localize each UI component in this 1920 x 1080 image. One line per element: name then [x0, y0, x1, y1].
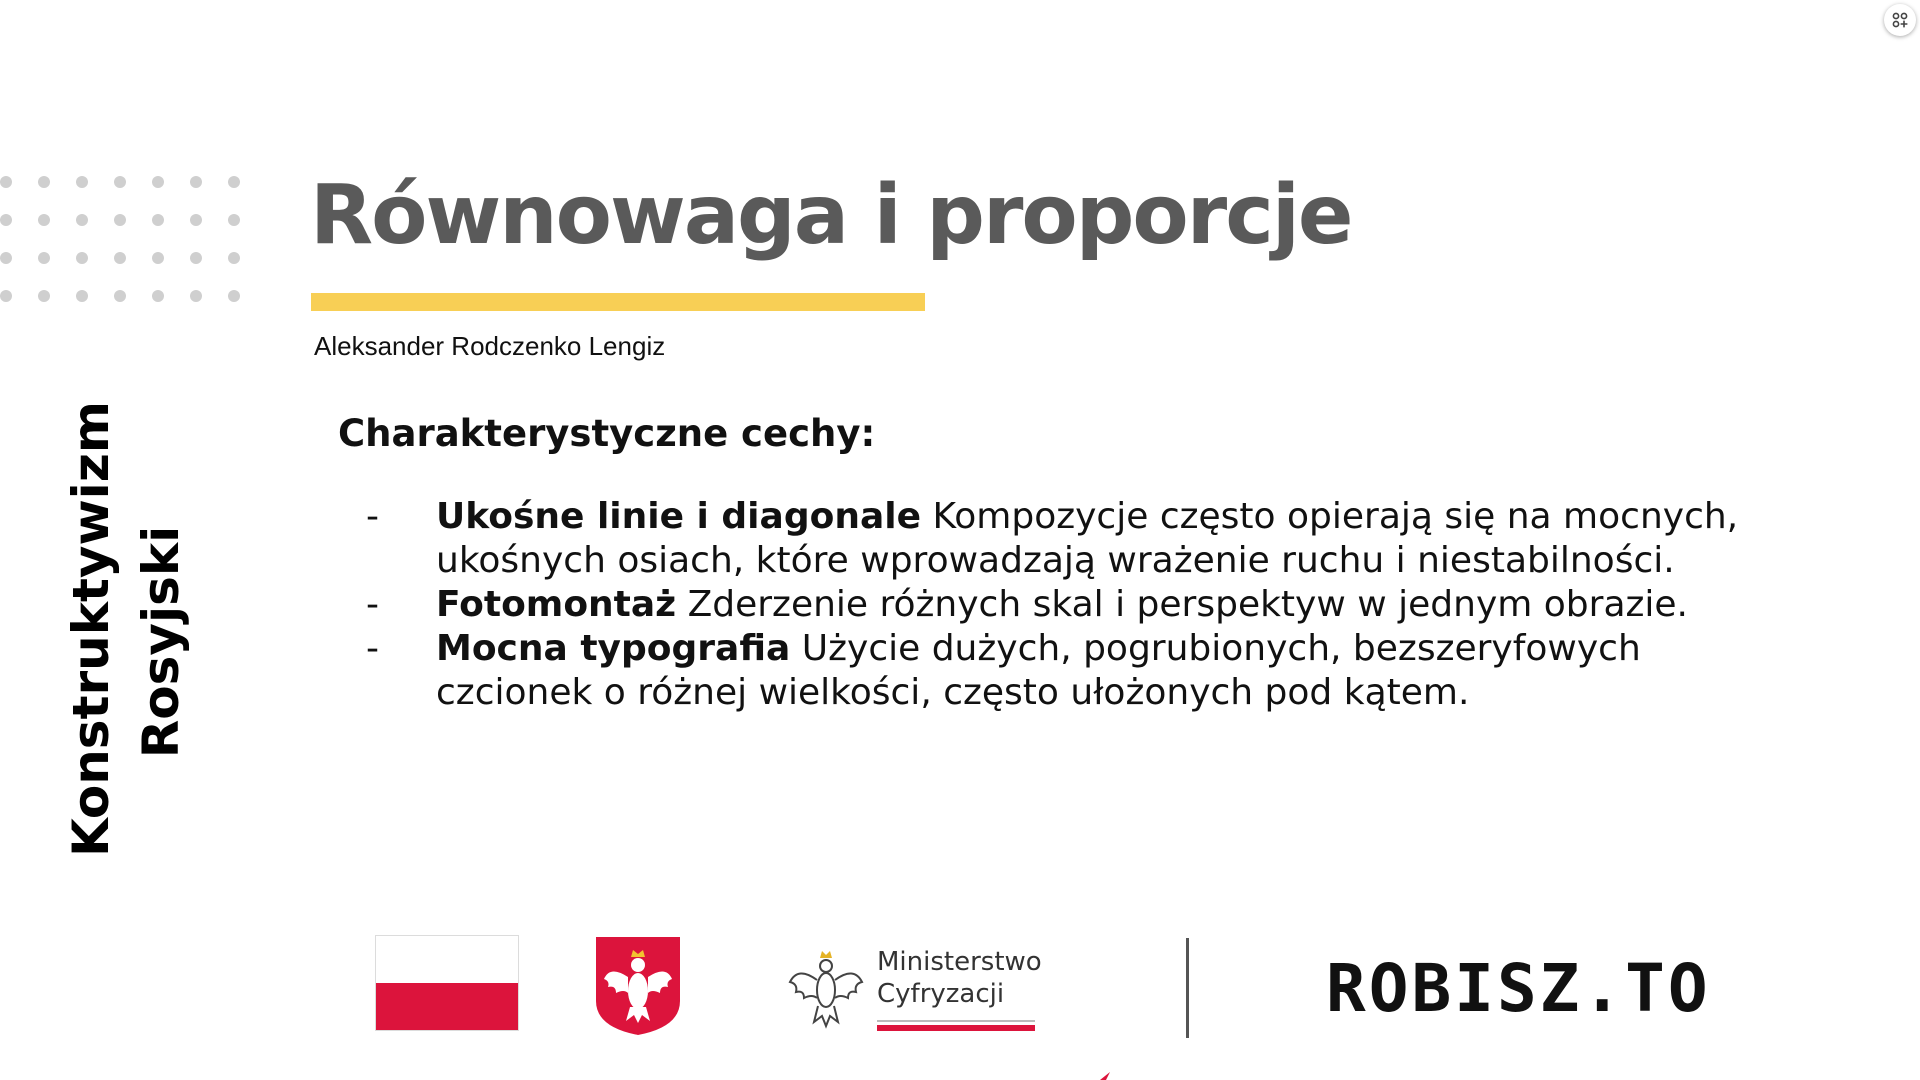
side-label-line-2: Rosyjski	[132, 525, 190, 759]
apps-add-button[interactable]	[1884, 4, 1916, 36]
polish-emblem-logo	[594, 935, 682, 1037]
decorative-dot-grid	[0, 176, 240, 302]
list-item	[338, 583, 1758, 627]
eagle-icon	[784, 940, 868, 1035]
features-list	[338, 495, 1758, 715]
ministry-name-line-1: Ministerstwo	[877, 947, 1042, 977]
features-heading: Charakterystyczne cechy:	[338, 412, 876, 455]
list-item	[338, 627, 1758, 715]
list-item-text: Zderzenie różnych skal i perspektyw w jednym obrazie.	[676, 584, 1688, 625]
list-item-term: Mocna typografia	[436, 628, 791, 669]
list-dash: -	[366, 496, 379, 537]
footer-divider	[1186, 938, 1189, 1038]
list-item	[338, 495, 1758, 583]
slide-content	[338, 412, 1758, 715]
vertical-side-label	[56, 400, 204, 857]
slide-subtitle: Aleksander Rodczenko Lengiz	[314, 331, 666, 361]
slide-title: Równowaga i proporcje	[310, 168, 1352, 263]
decorative-red-mark	[1100, 1072, 1110, 1080]
list-dash: -	[366, 628, 379, 669]
title-underline-bar	[311, 293, 925, 311]
list-dash: -	[366, 584, 379, 625]
ministry-of-digital-affairs-logo	[784, 940, 1044, 1035]
list-item-term: Ukośne linie i diagonale	[436, 496, 921, 537]
robisz-to-logo: ROBISZ.TO	[1326, 950, 1711, 1027]
list-item-text: Kompozycje często opierają się na mocnych, ukośnych osiach, które wprowadzają wrażenie ruchu i niestabilności.	[436, 496, 1739, 581]
list-item-text: Użycie dużych, pogrubionych, bezszeryfowych czcionek o różnej wielkości, często ułożonych pod kątem.	[436, 628, 1641, 713]
ministry-name-line-2: Cyfryzacji	[877, 979, 1005, 1009]
polish-flag-logo	[375, 935, 519, 1031]
side-label-line-1: Konstruktywizm	[62, 400, 120, 857]
apps-add-icon	[1891, 11, 1909, 29]
list-item-term: Fotomontaż	[436, 584, 677, 625]
